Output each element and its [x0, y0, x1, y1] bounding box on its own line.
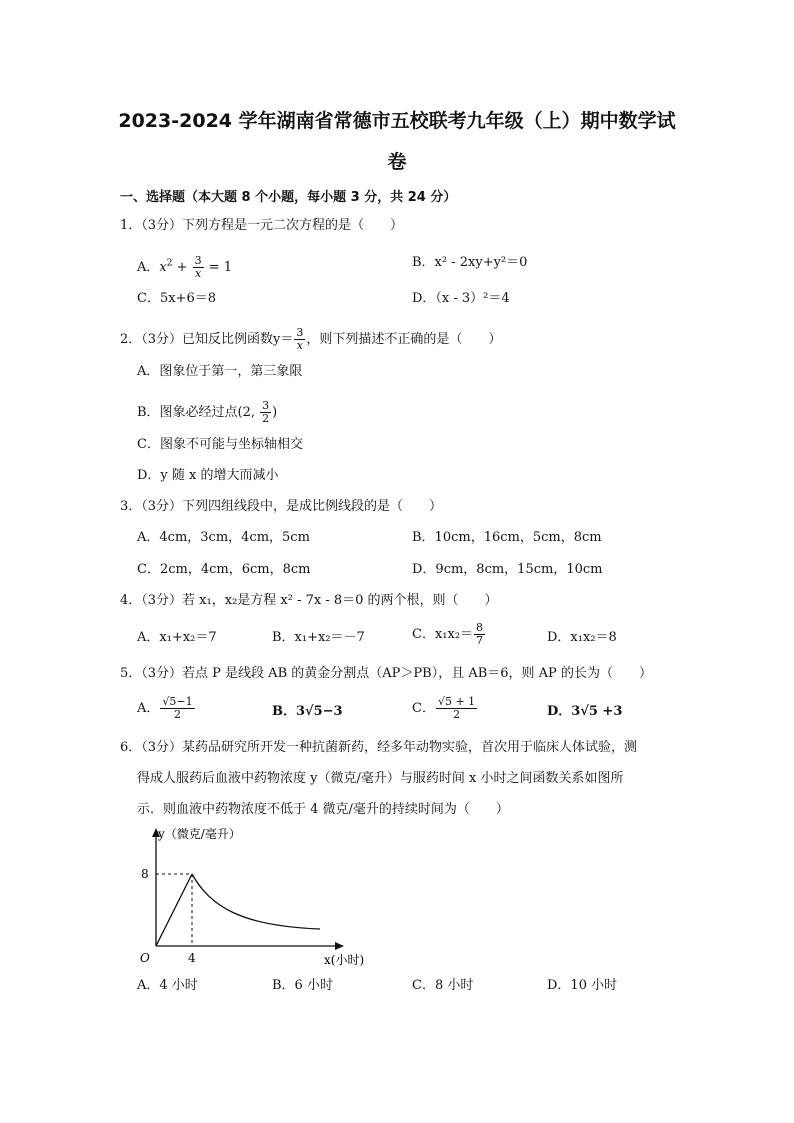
- q4-stem: 4．（3分）若 x₁，x₂是方程 x² - 7x - 8＝0 的两个根，则（ ）: [120, 593, 498, 608]
- q5-option-b: B．3√5−3: [272, 704, 343, 719]
- fraction: $\frac{√5-1}{2}$: [162, 695, 193, 721]
- q2-stem: 2．（3分）已知反比例函数y＝ $\frac{3}{x}$ ，则下列描述不正确的是（ ）: [120, 326, 502, 352]
- fraction: $\frac{3}{2}$: [262, 399, 270, 425]
- x-tick-4: 4: [188, 951, 196, 965]
- q2-option-a: A．图象位于第一，第三象限: [137, 364, 303, 379]
- q5-option-a: A． $\frac{√5-1}{2}$: [137, 695, 193, 721]
- q3-option-d: D．9cm，8cm，15cm，10cm: [412, 562, 603, 577]
- q1-option-d: D．（x - 3）²＝4: [412, 291, 510, 306]
- q6-option-b: B．6 小时: [272, 978, 333, 993]
- x-axis-arrow: [335, 942, 344, 950]
- q3-option-c: C．2cm，4cm，6cm，8cm: [137, 562, 311, 577]
- q3-option-b: B．10cm，16cm，5cm，8cm: [412, 530, 602, 545]
- q1-option-a: A．$x^2$ + $\frac{3}{x}$ = 1: [137, 254, 233, 280]
- q5-option-d: D．3√5 +3: [547, 704, 623, 719]
- origin-label: O: [140, 951, 150, 965]
- q2-option-d: D．y 随 x 的增大而减小: [137, 468, 279, 483]
- q1-option-c: C．5x+6＝8: [137, 291, 216, 306]
- q4-option-b: B．x₁+x₂＝－7: [272, 630, 365, 645]
- q6-stem-line3: 示．则血液中药物浓度不低于 4 微克/毫升的持续时间为（ ）: [137, 802, 509, 817]
- fraction: $\frac{3}{x}$: [194, 254, 202, 280]
- section-heading: 一、选择题（本大题 8 个小题，每小题 3 分，共 24 分）: [120, 190, 457, 205]
- y-tick-8: 8: [141, 867, 149, 881]
- q4-option-a: A．x₁+x₂＝7: [137, 630, 217, 645]
- q2-option-b: B．图象必经过点(2, $\frac{3}{2}$ ): [137, 399, 278, 425]
- q2-option-c: C．图象不可能与坐标轴相交: [137, 437, 303, 452]
- q6-option-d: D．10 小时: [547, 978, 618, 993]
- q3-option-a: A．4cm，3cm，4cm，5cm: [137, 530, 310, 545]
- q6-option-c: C．8 小时: [412, 978, 474, 993]
- exam-title: 2023-2024 学年湖南省常德市五校联考九年级（上）期中数学试: [118, 110, 676, 132]
- q3-stem: 3．（3分）下列四组线段中，是成比例线段的是（ ）: [120, 499, 443, 514]
- q6-stem-line2: 得成人服药后血液中药物浓度 y（微克/毫升）与服药时间 x 小时之间函数关系如图所: [137, 771, 624, 786]
- fraction: $\frac{8}{7}$: [476, 621, 484, 647]
- q4-option-d: D．x₁x₂＝8: [547, 630, 617, 645]
- x-axis-label: x(小时): [324, 953, 365, 967]
- q6-stem-line1: 6．（3分）某药品研究所开发一种抗菌新药，经多年动物实验，首次用于临床人体试验，测: [120, 740, 638, 755]
- rising-segment: [156, 874, 192, 946]
- y-axis-label: y（微克/毫升）: [158, 827, 241, 841]
- fraction: $\frac{3}{x}$: [296, 326, 304, 352]
- exam-title-continued: 卷: [387, 151, 407, 173]
- q5-option-c: C． $\frac{√5 + 1}{2}$: [412, 695, 476, 721]
- q5-stem: 5．（3分）若点 P 是线段 AB 的黄金分割点（AP＞PB），且 AB＝6，则 AP 的长为（ ）: [120, 666, 652, 681]
- fraction: $\frac{√5 + 1}{2}$: [437, 695, 476, 721]
- concentration-graph: [130, 822, 390, 970]
- q6-option-a: A．4 小时: [137, 978, 198, 993]
- decay-curve: [192, 874, 320, 929]
- q1-option-b: B．x² - 2xy+y²＝0: [412, 255, 528, 270]
- q1-stem: 1．（3分）下列方程是一元二次方程的是（ ）: [120, 218, 404, 233]
- q4-option-c: C．x₁x₂＝ $\frac{8}{7}$: [412, 621, 484, 647]
